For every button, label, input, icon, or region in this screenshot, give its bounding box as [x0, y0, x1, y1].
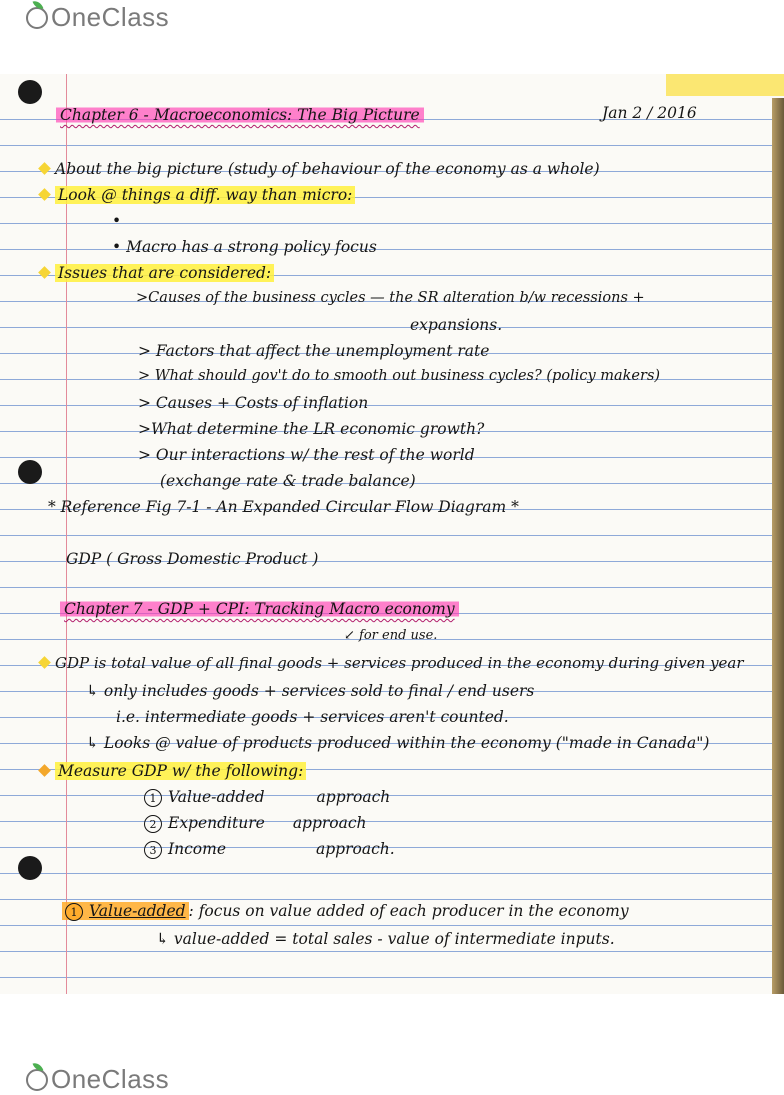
- issue-government: > What should gov't do to smooth out business cycles? (policy makers): [138, 368, 661, 384]
- yellow-diamond-icon: [38, 656, 51, 669]
- notebook-page: [0, 74, 784, 994]
- margin-line: [66, 74, 67, 994]
- note-measure: Measure GDP w/ the following:: [40, 762, 306, 780]
- oneclass-leaf-icon: [26, 7, 48, 29]
- note-line-look: Look @ things a diff. way than micro:: [40, 186, 355, 204]
- note-looks-at: ↳ Looks @ value of products produced within the economy ("made in Canada"): [86, 734, 710, 752]
- sticky-note: [666, 74, 784, 96]
- issue-world-cont: (exchange rate & trade balance): [160, 472, 416, 490]
- brand-name: OneClass: [51, 2, 170, 32]
- yellow-diamond-icon: [38, 188, 51, 201]
- oneclass-logo-bottom: [26, 1064, 169, 1095]
- chapter6-title: Chapter 6 - Macroeconomics: The Big Picture: [56, 106, 424, 124]
- approach-expenditure: 2 Expenditure approach: [144, 814, 367, 833]
- page-edge: [772, 98, 784, 994]
- note-line-issues: Issues that are considered:: [40, 264, 274, 282]
- brand-name: OneClass: [51, 1064, 170, 1094]
- note-ie: i.e. intermediate goods + services aren't counted.: [116, 708, 509, 726]
- note-bullet-empty: •: [112, 212, 122, 230]
- binder-hole-1: [18, 80, 42, 104]
- issue-business-cycles: >Causes of the business cycles — the SR alteration b/w recessions +: [136, 290, 645, 306]
- issue-world: > Our interactions w/ the rest of the world: [138, 446, 475, 464]
- note-gdp-is: GDP is total value of all final goods + services produced in the economy during given year: [40, 654, 744, 672]
- yellow-diamond-icon: [38, 162, 51, 175]
- note-only-include: ↳ only includes goods + services sold to final / end users: [86, 682, 535, 700]
- note-line-about: About the big picture (study of behaviour of the economy as a whole): [40, 160, 600, 178]
- note-line-macro-policy: • Macro has a strong policy focus: [112, 238, 377, 256]
- note-value-added-formula: ↳ value-added = total sales - value of intermediate inputs.: [156, 930, 615, 948]
- yellow-diamond-icon: [38, 266, 51, 279]
- oneclass-leaf-icon: [26, 1069, 48, 1091]
- note-value-added: 1 Value-added : focus on value added of each producer in the economy: [62, 902, 629, 921]
- binder-hole-3: [18, 856, 42, 880]
- issue-unemployment: > Factors that affect the unemployment rate: [138, 342, 490, 360]
- issue-business-cycles-cont: expansions.: [410, 316, 503, 334]
- note-end-use: ↙ for end use.: [344, 628, 438, 643]
- note-gdp-definition: GDP ( Gross Domestic Product ): [66, 550, 319, 568]
- note-date: Jan 2 / 2016: [602, 104, 697, 122]
- note-reference: * Reference Fig 7-1 - An Expanded Circular Flow Diagram *: [48, 498, 519, 516]
- chapter7-title: Chapter 7 - GDP + CPI: Tracking Macro economy: [60, 600, 459, 618]
- binder-hole-2: [18, 460, 42, 484]
- approach-value-added: 1 Value-added approach: [144, 788, 390, 807]
- approach-income: 3 Income approach.: [144, 840, 395, 859]
- issue-inflation: > Causes + Costs of inflation: [138, 394, 369, 412]
- issue-growth: >What determine the LR economic growth?: [138, 420, 485, 438]
- oneclass-logo-top: [26, 2, 169, 33]
- orange-diamond-icon: [38, 764, 51, 777]
